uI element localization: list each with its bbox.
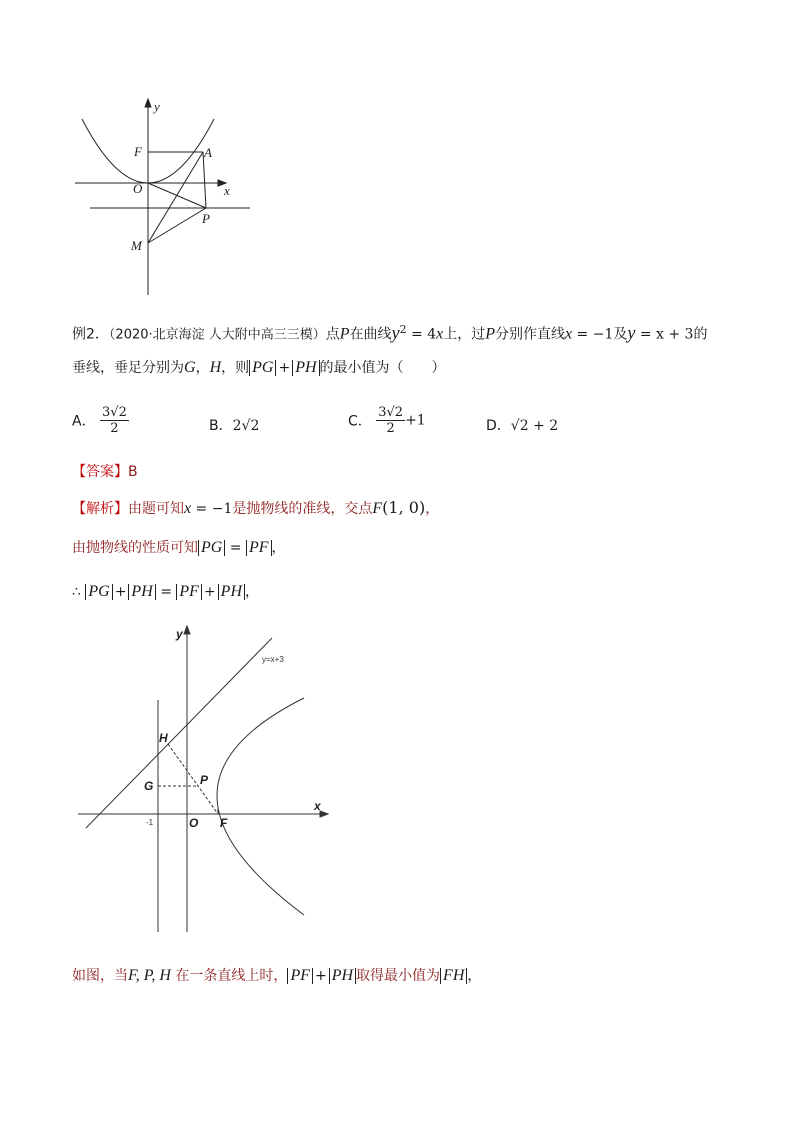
var-G: G [184,359,196,376]
option-A-fraction [100,405,129,436]
line1-rhs: = −1 [572,326,614,343]
text-on-curve: 在曲线 [349,326,392,343]
answer-line [72,462,138,482]
text-min-value: 的最小值为（ ） [319,360,446,376]
analysis-comma-1: ， [425,501,440,517]
text-point: 点 [325,326,340,343]
fig1-segment-AP [203,152,206,208]
l3-abs-PH-2: PH [218,584,245,600]
conclusion-text-1: 如图，当 [72,968,128,984]
option-A[interactable] [72,405,129,436]
figure-2-parabola-diagram [72,620,342,940]
line2-y: y [627,322,636,343]
fig1-label-F: F [134,144,142,159]
text-perpendiculars: 分别作直线 [495,326,565,343]
option-C-denominator: 2 [386,421,395,436]
var-H: H [209,359,222,376]
therefore-symbol: ∴ [72,584,86,600]
l3-eq: = [155,584,177,600]
analysis-x: x [184,500,192,517]
text-upon: 上，过 [443,326,486,343]
l3-plus-2: + [203,584,216,600]
option-B-value: 2√2 [232,418,260,434]
l3-comma: ， [245,584,259,600]
conclusion-points: F, P, H [128,967,171,984]
text-of: 的 [693,326,708,343]
option-A-denominator: 2 [110,421,119,436]
analysis-x-rhs: = −1 [191,501,233,517]
abs-PH: PH [292,360,319,376]
fig2-label-G: G [144,779,154,793]
analysis-abs-PF: PF [246,540,272,556]
analysis-abs-PG: PG [198,540,225,556]
fig2-label-P: P [200,773,209,787]
analysis-focus-coord: (1, 0) [382,498,426,517]
fig1-label-M: M [131,238,142,253]
fig1-segment-MA [148,152,203,243]
example-source: （2020·北京海淀 人大附中高三三模） [108,327,326,343]
l3-abs-PH: PH [128,584,155,600]
fig2-segment-HF [168,744,218,814]
option-D-value: √2 + 2 [510,418,559,434]
conclusion-line [72,966,481,986]
text-then: ，则 [221,360,250,376]
l3-abs-PG: PG [85,584,112,600]
fig2-line-y-x-3 [86,638,272,828]
plus: + [278,360,291,376]
analysis-line-2 [72,538,286,558]
option-D-label: D． [486,418,511,434]
fig1-label-x: x [224,183,230,198]
fig2-label-x: x [314,799,321,813]
l3-plus: + [114,584,127,600]
analysis-text-2: 是抛物线的准线，交点 [232,501,373,517]
line2-rhs: = x + 3 [635,326,694,343]
conclusion-text-2: 在一条直线上时， [170,968,288,984]
analysis-eq: = [225,540,246,556]
fig2-label-y: y [176,627,183,641]
option-D[interactable] [486,415,558,435]
conclusion-comma: ， [467,968,482,984]
curve-rhs: = 4 [406,326,437,343]
abs-PG: PG [249,360,276,376]
fig1-label-y: y [154,99,160,114]
conclusion-abs-PF: PF [287,968,313,984]
fig2-x-arrow [320,811,328,817]
line1-x: x [565,325,573,343]
curve-exponent: 2 [399,323,407,336]
fig1-label-P: P [202,211,210,226]
conclusion-plus: + [314,968,327,984]
option-C-fraction [376,405,405,436]
question-line-1 [72,320,707,346]
fig1-segment-MP [148,208,206,243]
curve-x: x [436,325,444,343]
fig2-parabola [217,698,304,915]
fig1-y-arrow [145,99,151,107]
option-C[interactable] [348,405,426,436]
figure-1-parabola-diagram [70,95,260,300]
fig1-label-A: A [204,145,212,160]
question-line-2 [72,358,446,378]
option-B[interactable] [209,415,259,435]
analysis-text-1: 由题可知 [128,501,184,517]
fig1-label-O: O [133,181,143,196]
answer-tag: 【答案】 [72,464,128,480]
option-A-label: A． [72,413,96,430]
conclusion-abs-FH: FH [440,968,467,984]
fig1-segment-OP [148,183,206,208]
fig2-label-H: H [159,731,168,745]
fig2-label-minus-1: -1 [146,818,154,827]
comma: ， [195,360,210,376]
analysis-text-3: 由抛物线的性质可知 [72,540,198,556]
answer-value: B [128,464,138,480]
conclusion-abs-PH: PH [329,968,356,984]
l3-abs-PF: PF [176,584,202,600]
analysis-line-3 [72,582,259,602]
option-B-label: B． [209,418,233,434]
text-feet: 垂线，垂足分别为 [72,360,184,376]
analysis-F: F [372,500,383,517]
example-prefix: 例2． [72,326,109,343]
var-P: P [339,325,350,343]
fig2-y-arrow [184,626,190,634]
option-C-tail: +1 [405,412,426,429]
option-C-label: C． [348,413,372,430]
var-P-2: P [485,325,495,343]
text-and: 及 [613,326,628,343]
fig2-label-O: O [189,816,199,830]
conclusion-text-3: 取得最小值为 [356,968,441,984]
option-C-numerator: 3√2 [378,405,404,420]
analysis-line-1 [72,498,439,519]
analysis-tag: 【解析】 [72,501,128,517]
fig2-line-label: y=x+3 [262,655,284,664]
option-A-numerator: 3√2 [102,405,127,420]
fig2-label-F: F [220,816,228,830]
curve-y: y [391,322,400,343]
analysis-comma-2: ， [271,540,286,556]
